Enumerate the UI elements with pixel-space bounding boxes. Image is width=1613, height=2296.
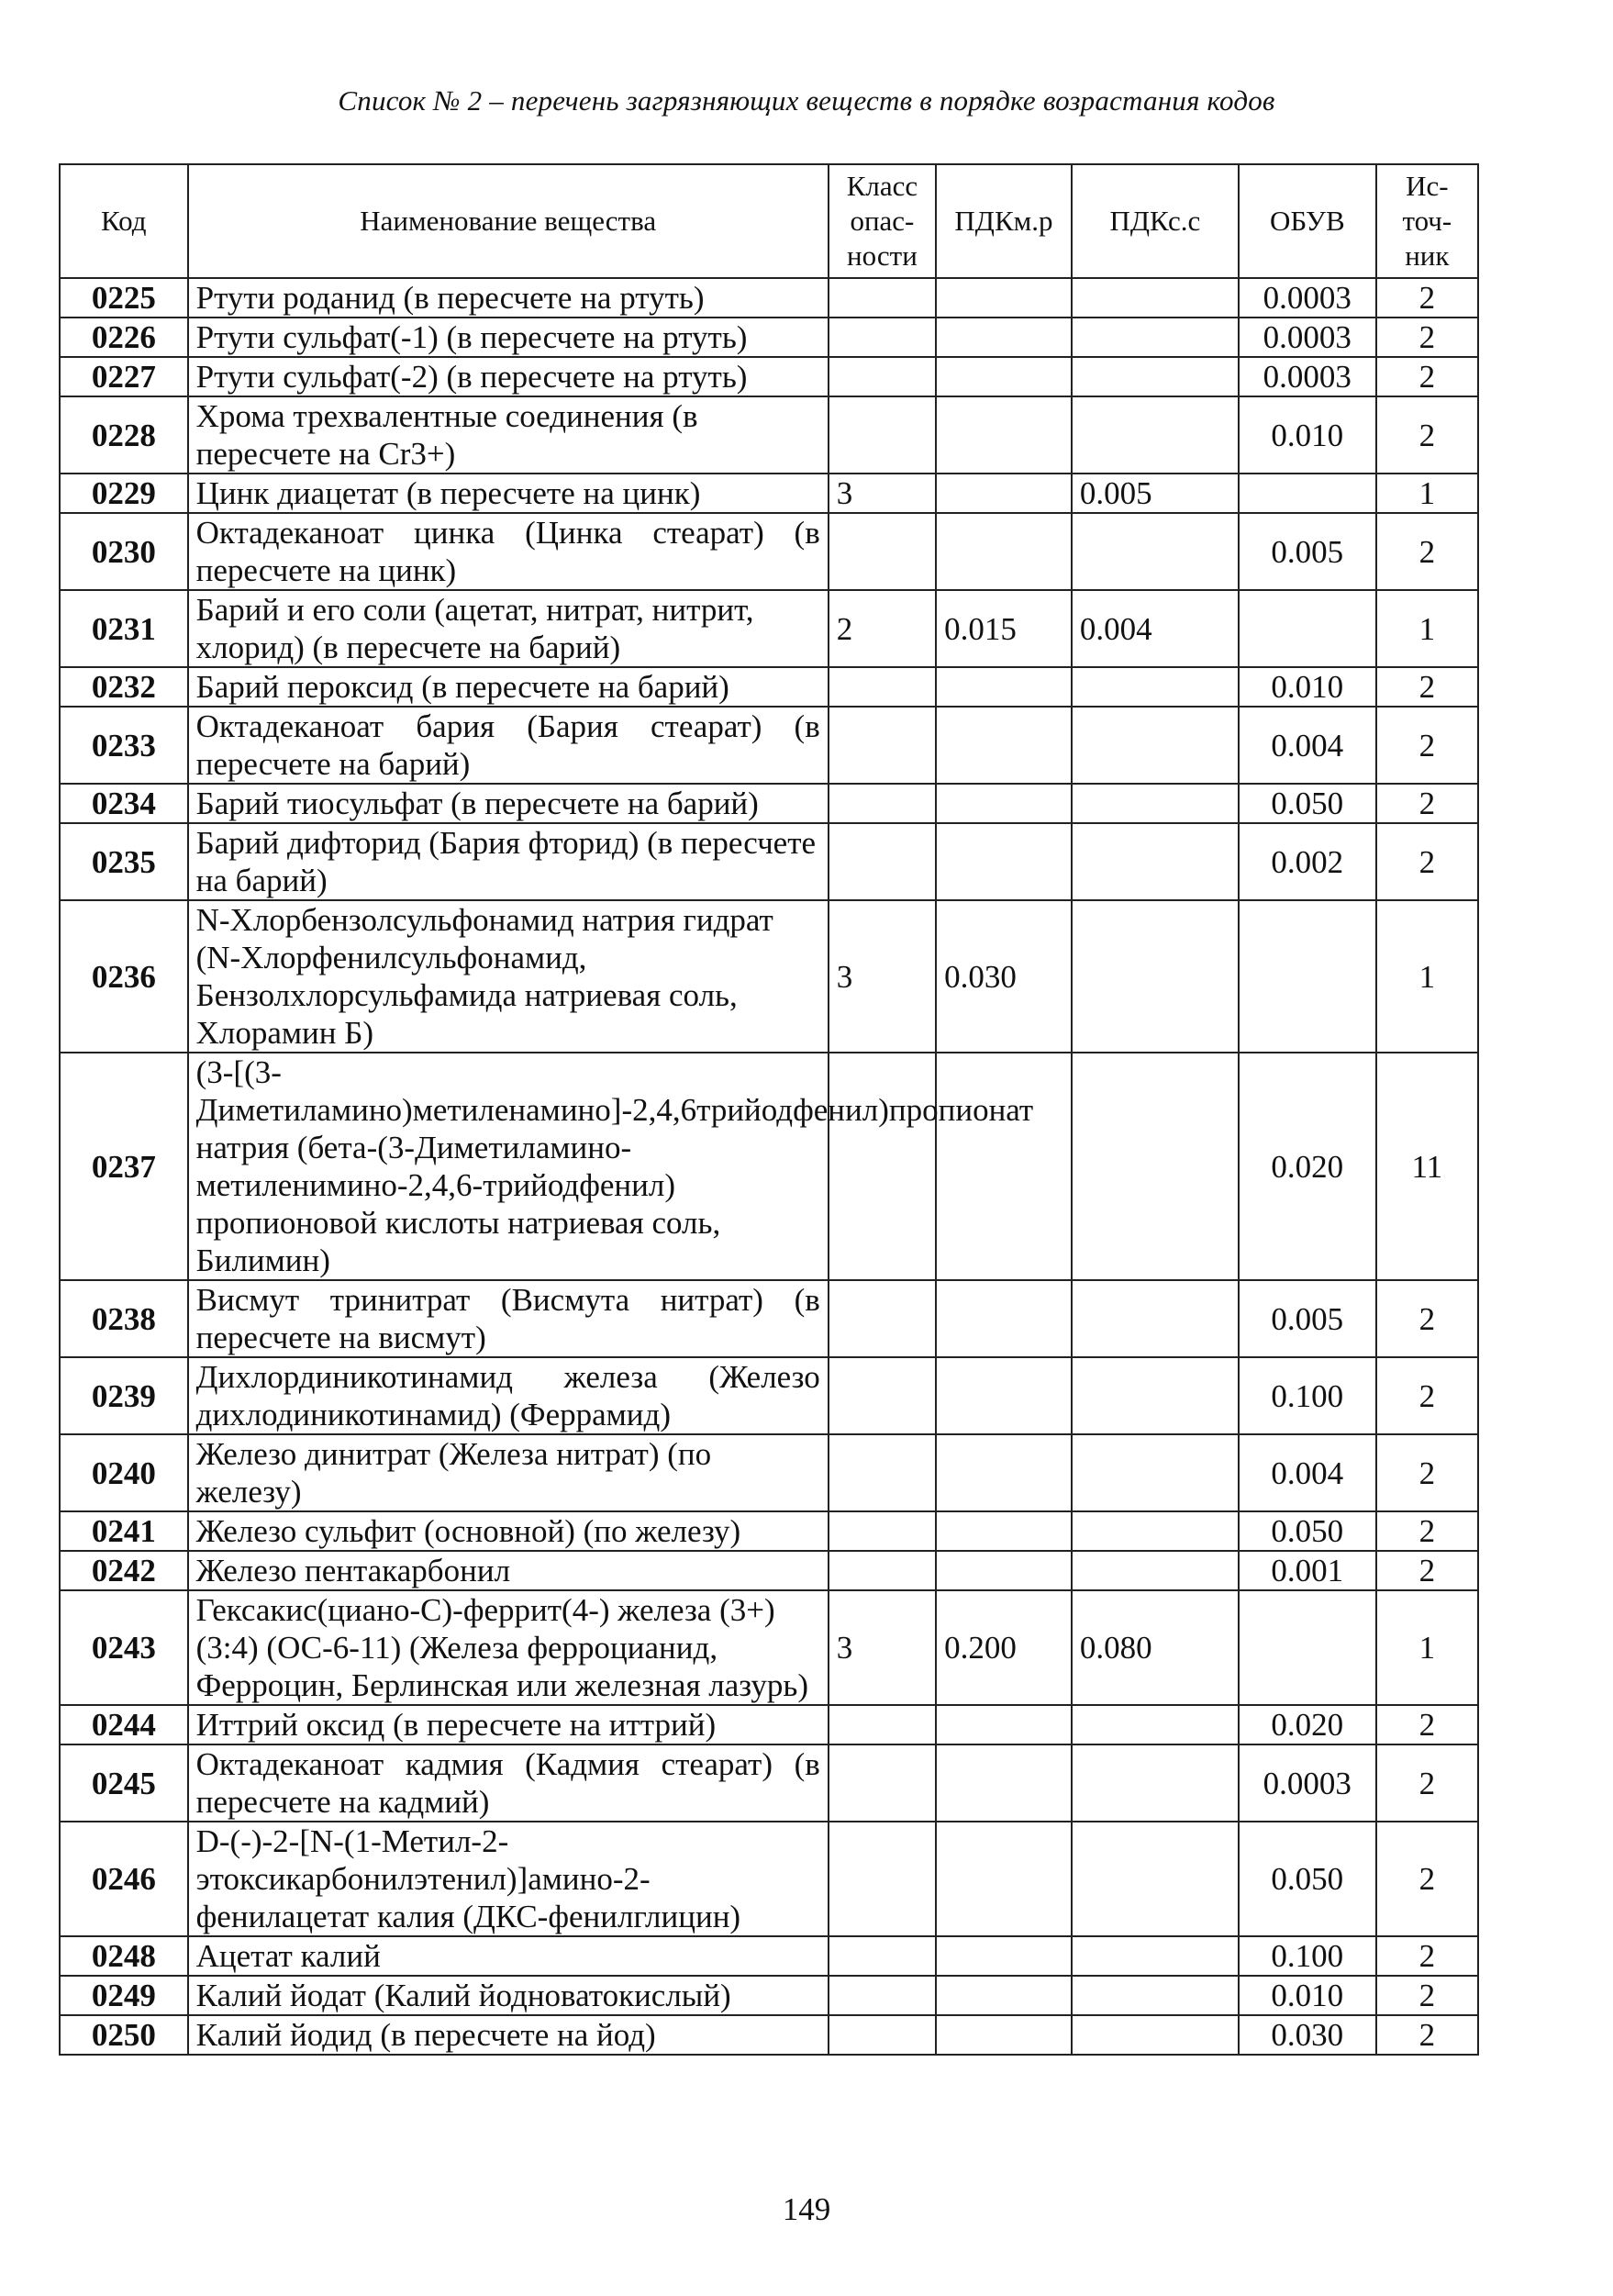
cell-hazard-class [829,1744,936,1822]
cell-code: 0226 [60,318,188,357]
cell-code: 0238 [60,1280,188,1357]
cell-pdk-mr [936,2015,1072,2055]
cell-pdk-mr [936,513,1072,590]
cell-pdk-mr [936,474,1072,513]
cell-pdk-ss [1072,396,1239,474]
cell-obuv: 0.005 [1239,1280,1376,1357]
cell-hazard-class [829,2015,936,2055]
cell-code: 0243 [60,1590,188,1705]
cell-name: (3-[(3-Диметиламино)метиленамино]-2,4,6трийодфенил)пропионат натрия (бета-(3-Диметиламино-метиленимино-2,4,6-трийодфенил) пропионовой кислоты натриевая соль, Билимин) [188,1053,829,1280]
cell-pdk-ss [1072,318,1239,357]
cell-pdk-ss [1072,1936,1239,1976]
cell-source: 2 [1376,1280,1478,1357]
cell-source: 1 [1376,474,1478,513]
cell-pdk-ss [1072,1511,1239,1551]
cell-hazard-class [829,784,936,823]
cell-obuv: 0.0003 [1239,318,1376,357]
cell-pdk-ss: 0.005 [1072,474,1239,513]
cell-pdk-ss [1072,1705,1239,1744]
cell-hazard-class [829,513,936,590]
cell-hazard-class [829,823,936,900]
cell-source: 2 [1376,1822,1478,1936]
cell-obuv: 0.004 [1239,707,1376,784]
cell-obuv: 0.050 [1239,1511,1376,1551]
cell-name: Октадеканоат бария (Бария стеарат) (в пересчете на барий) [188,707,829,784]
cell-obuv [1239,1590,1376,1705]
cell-obuv: 0.002 [1239,823,1376,900]
cell-pdk-mr [936,823,1072,900]
table-row [60,823,1478,900]
cell-code: 0249 [60,1976,188,2015]
table-row [60,1744,1478,1822]
cell-name: Октадеканоат кадмия (Кадмия стеарат) (в пересчете на кадмий) [188,1744,829,1822]
table-header-row [60,164,1478,278]
cell-source: 2 [1376,1551,1478,1590]
cell-obuv [1239,900,1376,1053]
cell-pdk-ss [1072,1280,1239,1357]
cell-name: Гексакис(циано-С)-феррит(4-) железа (3+) (3:4) (ОС-6-11) (Железа ферроцианид, Ферроцин, Берлинская или железная лазурь) [188,1590,829,1705]
cell-pdk-ss [1072,784,1239,823]
cell-obuv: 0.030 [1239,2015,1376,2055]
cell-obuv: 0.050 [1239,784,1376,823]
cell-hazard-class [829,1705,936,1744]
table-row [60,474,1478,513]
header-hazard-class: Класс опас- ности [829,164,936,278]
table-row [60,1551,1478,1590]
cell-name: Калий йодид (в пересчете на йод) [188,2015,829,2055]
cell-hazard-class: 3 [829,474,936,513]
cell-name: Октадеканоат цинка (Цинка стеарат) (в пересчете на цинк) [188,513,829,590]
cell-name: Железо динитрат (Железа нитрат) (по железу) [188,1434,829,1511]
cell-pdk-mr [936,1936,1072,1976]
cell-pdk-mr [936,278,1072,318]
header-obuv: ОБУВ [1239,164,1376,278]
cell-pdk-ss: 0.004 [1072,590,1239,667]
cell-source: 2 [1376,1511,1478,1551]
cell-hazard-class [829,396,936,474]
cell-source: 1 [1376,590,1478,667]
cell-hazard-class: 2 [829,590,936,667]
cell-name: Висмут тринитрат (Висмута нитрат) (в пересчете на висмут) [188,1280,829,1357]
cell-pdk-mr [936,357,1072,396]
cell-code: 0227 [60,357,188,396]
cell-pdk-ss [1072,1053,1239,1280]
table-row [60,1705,1478,1744]
cell-code: 0234 [60,784,188,823]
cell-name: Дихлординикотинамид железа (Железо дихлодиникотинамид) (Феррамид) [188,1357,829,1434]
cell-code: 0230 [60,513,188,590]
cell-obuv: 0.100 [1239,1936,1376,1976]
cell-hazard-class: 3 [829,1590,936,1705]
cell-name: Ацетат калий [188,1936,829,1976]
table-body [60,278,1478,2055]
header-pdk-ss: ПДКс.с [1072,164,1239,278]
cell-code: 0225 [60,278,188,318]
cell-pdk-mr [936,707,1072,784]
table-row [60,590,1478,667]
cell-pdk-mr [936,396,1072,474]
cell-source: 2 [1376,278,1478,318]
cell-hazard-class [829,318,936,357]
table-row [60,1936,1478,1976]
cell-code: 0239 [60,1357,188,1434]
table-row [60,1053,1478,1280]
cell-name: Иттрий оксид (в пересчете на иттрий) [188,1705,829,1744]
table-row [60,900,1478,1053]
cell-code: 0228 [60,396,188,474]
table-row [60,1280,1478,1357]
cell-hazard-class: 3 [829,900,936,1053]
cell-hazard-class [829,667,936,707]
cell-name: Цинк диацетат (в пересчете на цинк) [188,474,829,513]
table-row [60,1822,1478,1936]
cell-code: 0240 [60,1434,188,1511]
cell-hazard-class [829,1976,936,2015]
cell-name: Барий пероксид (в пересчете на барий) [188,667,829,707]
cell-pdk-mr [936,784,1072,823]
cell-hazard-class [829,278,936,318]
cell-name: Ртути сульфат(-2) (в пересчете на ртуть) [188,357,829,396]
cell-source: 2 [1376,396,1478,474]
cell-pdk-mr [936,1357,1072,1434]
cell-pdk-ss [1072,513,1239,590]
cell-name: Барий дифторид (Бария фторид) (в пересчете на барий) [188,823,829,900]
cell-code: 0241 [60,1511,188,1551]
cell-obuv [1239,590,1376,667]
cell-obuv: 0.010 [1239,667,1376,707]
cell-pdk-ss [1072,1976,1239,2015]
cell-name: Барий и его соли (ацетат, нитрат, нитрит, хлорид) (в пересчете на барий) [188,590,829,667]
cell-pdk-ss [1072,357,1239,396]
cell-obuv: 0.100 [1239,1357,1376,1434]
cell-obuv: 0.020 [1239,1053,1376,1280]
cell-code: 0244 [60,1705,188,1744]
cell-pdk-ss [1072,667,1239,707]
cell-source: 2 [1376,1976,1478,2015]
cell-hazard-class [829,1936,936,1976]
cell-source: 2 [1376,784,1478,823]
cell-pdk-ss [1072,1551,1239,1590]
cell-source: 2 [1376,823,1478,900]
cell-code: 0232 [60,667,188,707]
cell-name: Железо сульфит (основной) (по железу) [188,1511,829,1551]
table-row [60,1590,1478,1705]
cell-obuv: 0.010 [1239,396,1376,474]
cell-source: 2 [1376,667,1478,707]
table-row [60,357,1478,396]
cell-pdk-mr [936,318,1072,357]
cell-obuv: 0.020 [1239,1705,1376,1744]
cell-code: 0245 [60,1744,188,1822]
table-row [60,1511,1478,1551]
cell-name: Барий тиосульфат (в пересчете на барий) [188,784,829,823]
cell-pdk-mr [936,1705,1072,1744]
cell-pdk-mr [936,1511,1072,1551]
cell-code: 0233 [60,707,188,784]
cell-obuv: 0.0003 [1239,278,1376,318]
cell-hazard-class [829,1053,936,1280]
table-row [60,1976,1478,2015]
cell-code: 0242 [60,1551,188,1590]
cell-source: 2 [1376,1434,1478,1511]
cell-name: N-Хлорбензолсульфонамид натрия гидрат (N-Хлорфенилсульфонамид, Бензолхлорсульфамида натриевая соль, Хлорамин Б) [188,900,829,1053]
cell-source: 2 [1376,707,1478,784]
cell-code: 0235 [60,823,188,900]
table-row [60,707,1478,784]
table-row [60,318,1478,357]
cell-hazard-class [829,1280,936,1357]
table-row [60,667,1478,707]
cell-source: 11 [1376,1053,1478,1280]
cell-obuv: 0.005 [1239,513,1376,590]
cell-hazard-class [829,1511,936,1551]
cell-hazard-class [829,707,936,784]
cell-pdk-ss [1072,1822,1239,1936]
cell-pdk-ss [1072,278,1239,318]
cell-pdk-mr: 0.200 [936,1590,1072,1705]
substances-table [59,163,1479,2056]
cell-pdk-mr [936,1976,1072,2015]
cell-pdk-mr [936,1434,1072,1511]
cell-code: 0250 [60,2015,188,2055]
cell-obuv: 0.050 [1239,1822,1376,1936]
cell-pdk-mr: 0.030 [936,900,1072,1053]
cell-pdk-ss: 0.080 [1072,1590,1239,1705]
cell-name: Хрома трехвалентные соединения (в пересчете на Cr3+) [188,396,829,474]
cell-pdk-mr [936,1053,1072,1280]
cell-name: Ртути роданид (в пересчете на ртуть) [188,278,829,318]
cell-source: 2 [1376,1705,1478,1744]
header-source: Ис- точ- ник [1376,164,1478,278]
cell-code: 0229 [60,474,188,513]
cell-source: 1 [1376,1590,1478,1705]
cell-name: Железо пентакарбонил [188,1551,829,1590]
cell-source: 2 [1376,1357,1478,1434]
cell-source: 2 [1376,357,1478,396]
table-row [60,1357,1478,1434]
header-code: Код [60,164,188,278]
cell-code: 0236 [60,900,188,1053]
cell-pdk-ss [1072,1357,1239,1434]
cell-source: 1 [1376,900,1478,1053]
cell-hazard-class [829,357,936,396]
cell-source: 2 [1376,1744,1478,1822]
cell-pdk-mr [936,1280,1072,1357]
table-row [60,513,1478,590]
cell-pdk-mr [936,1822,1072,1936]
cell-pdk-ss [1072,900,1239,1053]
cell-obuv: 0.004 [1239,1434,1376,1511]
cell-pdk-mr [936,667,1072,707]
table-row [60,278,1478,318]
cell-pdk-ss [1072,823,1239,900]
page-title: Список № 2 – перечень загрязняющих веществ в порядке возрастания кодов [338,84,1275,117]
cell-obuv: 0.010 [1239,1976,1376,2015]
cell-pdk-mr: 0.015 [936,590,1072,667]
table-row [60,784,1478,823]
table-row [60,396,1478,474]
cell-code: 0248 [60,1936,188,1976]
cell-hazard-class [829,1822,936,1936]
cell-source: 2 [1376,2015,1478,2055]
header-name: Наименование вещества [188,164,829,278]
cell-source: 2 [1376,513,1478,590]
cell-code: 0246 [60,1822,188,1936]
cell-obuv: 0.0003 [1239,357,1376,396]
cell-code: 0231 [60,590,188,667]
cell-obuv: 0.0003 [1239,1744,1376,1822]
cell-source: 2 [1376,1936,1478,1976]
cell-pdk-ss [1072,1744,1239,1822]
table-row [60,2015,1478,2055]
cell-hazard-class [829,1434,936,1511]
page-number: 149 [782,2191,831,2227]
cell-hazard-class [829,1551,936,1590]
cell-pdk-ss [1072,2015,1239,2055]
cell-hazard-class [829,1357,936,1434]
cell-code: 0237 [60,1053,188,1280]
table-row [60,1434,1478,1511]
cell-pdk-mr [936,1551,1072,1590]
cell-pdk-ss [1072,707,1239,784]
cell-name: Калий йодат (Калий йодноватокислый) [188,1976,829,2015]
cell-obuv [1239,474,1376,513]
cell-source: 2 [1376,318,1478,357]
cell-obuv: 0.001 [1239,1551,1376,1590]
cell-name: Ртути сульфат(-1) (в пересчете на ртуть) [188,318,829,357]
header-pdk-mr: ПДКм.р [936,164,1072,278]
cell-pdk-mr [936,1744,1072,1822]
cell-pdk-ss [1072,1434,1239,1511]
cell-name: D-(-)-2-[N-(1-Метил-2-этоксикарбонилэтенил)]амино-2-фенилацетат калия (ДКС-фенилглицин) [188,1822,829,1936]
